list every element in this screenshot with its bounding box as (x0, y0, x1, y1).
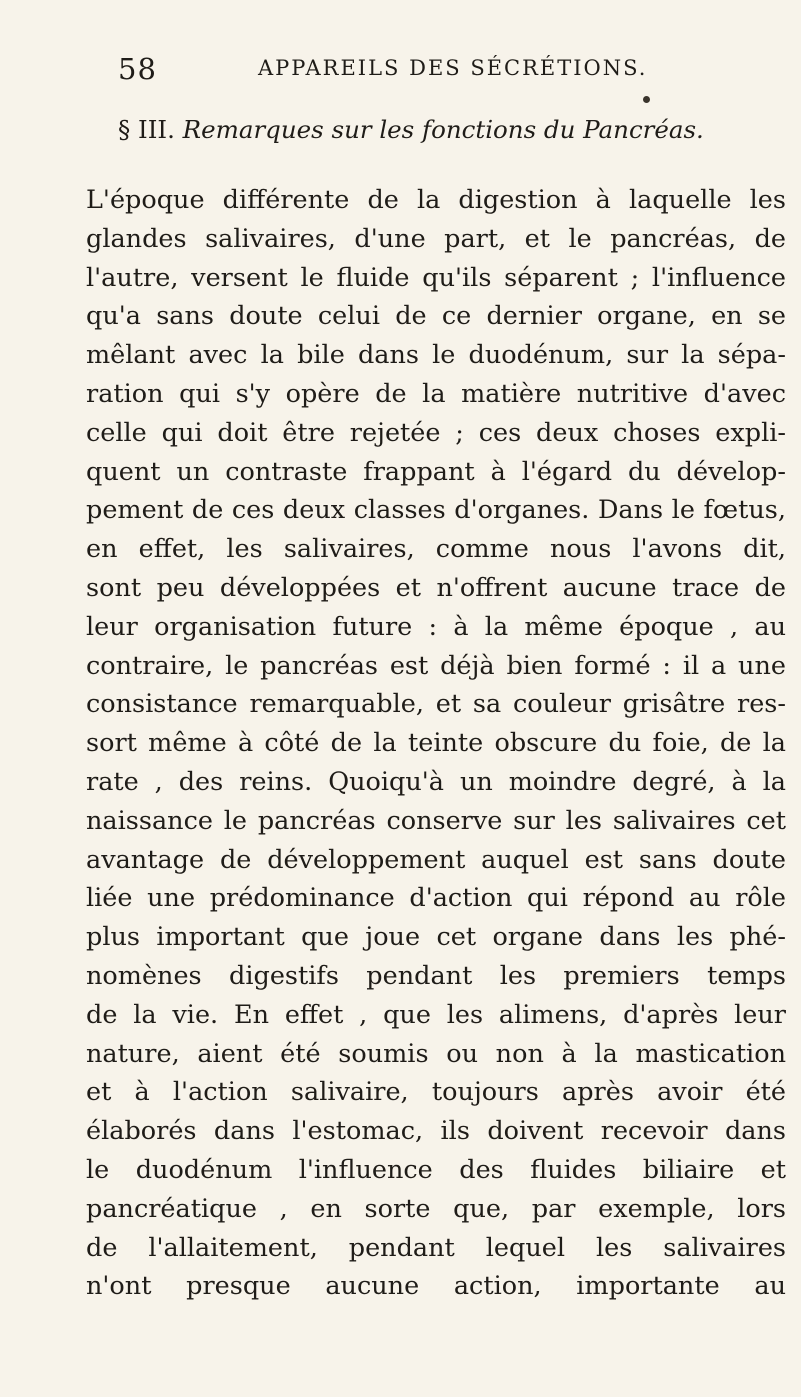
text-line: nomènes digestifs pendant les premiers temps (86, 960, 786, 991)
text-line: mêlant avec la bile dans le duodénum, sur la sépa- (86, 340, 786, 371)
text-line: de la vie. En effet , que les alimens, d'après leur (86, 999, 786, 1030)
text-line: glandes salivaires, d'une part, et le pancréas, de (86, 223, 786, 254)
text-line: plus important que joue cet organe dans les phé- (86, 922, 786, 953)
text-line: n'ont presque aucune action, importante au (86, 1271, 786, 1302)
text-line: qu'a sans doute celui de ce dernier organe, en se (86, 301, 786, 332)
text-line: contraire, le pancréas est déjà bien formé : il a une (86, 650, 786, 681)
text-line: sort même à côté de la teinte obscure du foie, de la (86, 728, 786, 759)
section-number: § III. (118, 115, 175, 144)
text-line: de l'allaitement, pendant lequel les salivaires (86, 1232, 786, 1263)
page-header (118, 52, 718, 92)
ink-dot (643, 96, 650, 103)
section-heading (118, 115, 718, 144)
text-line: liée une prédominance d'action qui répond au rôle (86, 883, 786, 914)
section-title: Remarques sur les fonctions du Pancréas. (182, 115, 704, 144)
text-line: ration qui s'y opère de la matière nutritive d'avec (86, 378, 786, 409)
text-line: le duodénum l'influence des fluides biliaire et (86, 1154, 786, 1185)
text-line: avantage de développement auquel est sans doute (86, 844, 786, 875)
text-line: rate , des reins. Quoiqu'à un moindre degré, à la (86, 766, 786, 797)
text-line: et à l'action salivaire, toujours après avoir été (86, 1077, 786, 1108)
text-line: celle qui doit être rejetée ; ces deux choses expli- (86, 417, 786, 448)
text-line: pancréatique , en sorte que, par exemple, lors (86, 1193, 786, 1224)
running-title: APPAREILS DES SÉCRÉTIONS. (258, 56, 648, 80)
text-line: nature, aient été soumis ou non à la mastication (86, 1038, 786, 1069)
text-line: consistance remarquable, et sa couleur grisâtre res- (86, 689, 786, 720)
text-line: pement de ces deux classes d'organes. Dans le fœtus, (86, 495, 786, 526)
text-line: naissance le pancréas conserve sur les salivaires cet (86, 805, 786, 836)
body-paragraph (86, 181, 786, 1306)
page-number: 58 (118, 52, 157, 86)
text-line: quent un contraste frappant à l'égard du dévelop- (86, 456, 786, 487)
text-line: leur organisation future : à la même époque , au (86, 611, 786, 642)
text-line: en effet, les salivaires, comme nous l'avons dit, (86, 534, 786, 565)
text-line: sont peu développées et n'offrent aucune trace de (86, 572, 786, 603)
text-line: l'autre, versent le fluide qu'ils séparent ; l'influence (86, 262, 786, 293)
text-line: élaborés dans l'estomac, ils doivent recevoir dans (86, 1116, 786, 1147)
text-line: L'époque différente de la digestion à laquelle les (86, 185, 786, 215)
